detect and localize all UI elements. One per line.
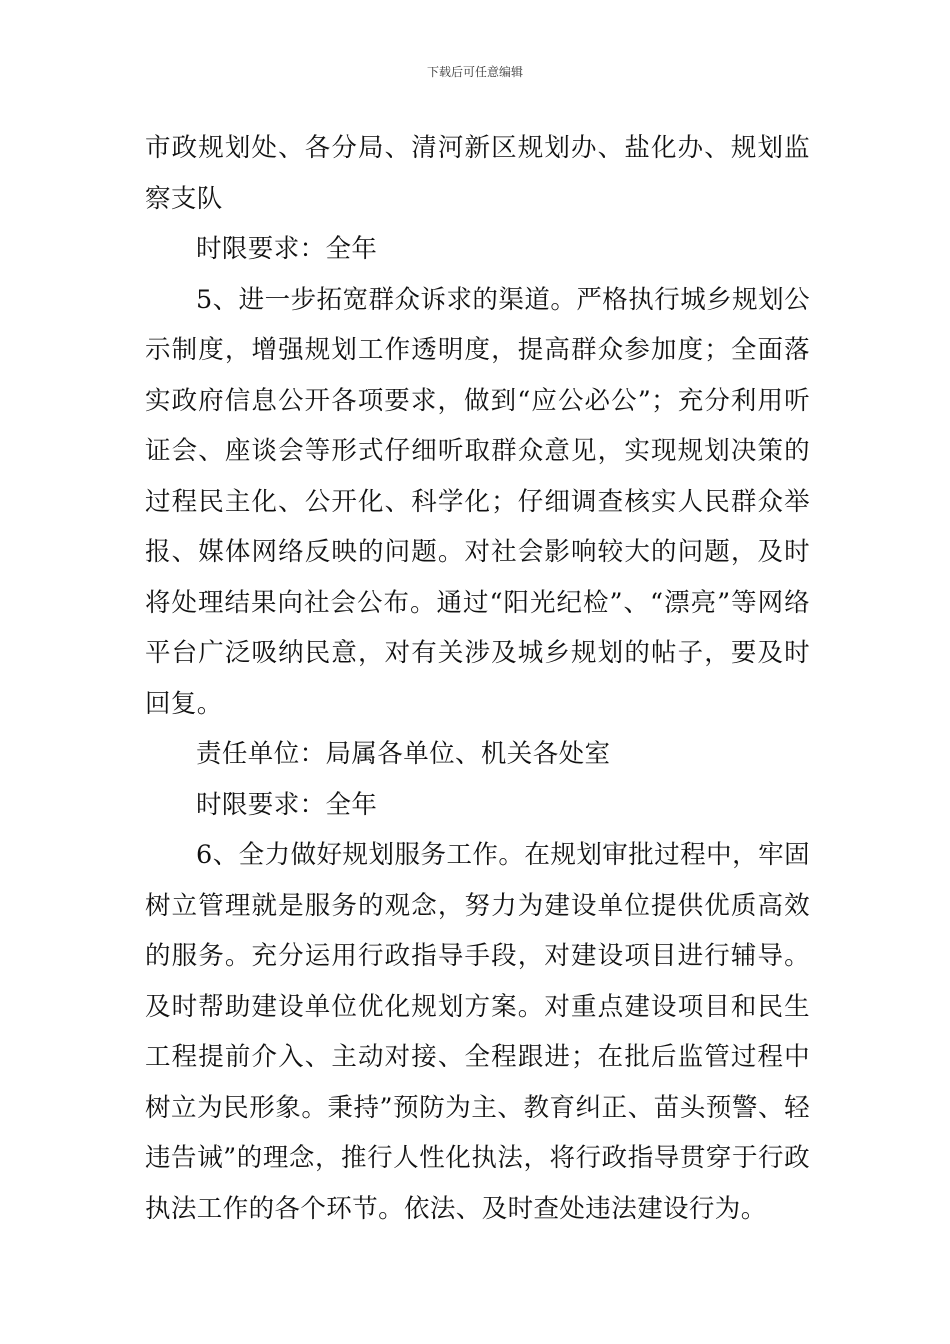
page-header: 下载后可任意编辑 xyxy=(426,65,523,79)
paragraph-item-6: 6、全力做好规划服务工作。在规划审批过程中，牢固树立管理就是服务的观念，努力为建设单位提供优质高效的服务。充分运用行政指导手段，对建设项目进行辅导。及时帮助建设单位优化规划方案。对重点建设项目和民生工程提前介入、主动对接、全程跟进；在批后监管过程中树立为民形象。秉持”预防为主、教育纠正、苗头预警、轻违告诫”的理念，推行人性化执法，将行政指导贯穿于行政执法工作的各个环节。依法、及时查处违法建设行为。 xyxy=(145,840,810,1224)
paragraph-item-5: 5、进一步拓宽群众诉求的渠道。严格执行城乡规划公示制度，增强规划工作透明度，提高群众参加度；全面落实政府信息公开各项要求，做到“应公必公”；充分利用听证会、座谈会等形式仔细听取群众意见，实现规划决策的过程民主化、公开化、科学化；仔细调查核实人民群众举报、媒体网络反映的问题。对社会影响较大的问题，及时将处理结果向社会公布。通过“阳光纪检”、“漂亮”等网络平台广泛吸纳民意，对有关涉及城乡规划的帖子，要及时回复。 xyxy=(145,284,810,719)
paragraph-responsible-units: 责任单位：局属各单位、机关各处室 xyxy=(196,739,611,769)
paragraph-responsible-units-continued: 市政规划处、各分局、清河新区规划办、盐化办、规划监察支队 xyxy=(145,133,810,214)
paragraph-time-limit: 时限要求：全年 xyxy=(196,234,378,264)
document-body xyxy=(145,123,810,1234)
paragraph-time-limit: 时限要求：全年 xyxy=(196,789,378,820)
